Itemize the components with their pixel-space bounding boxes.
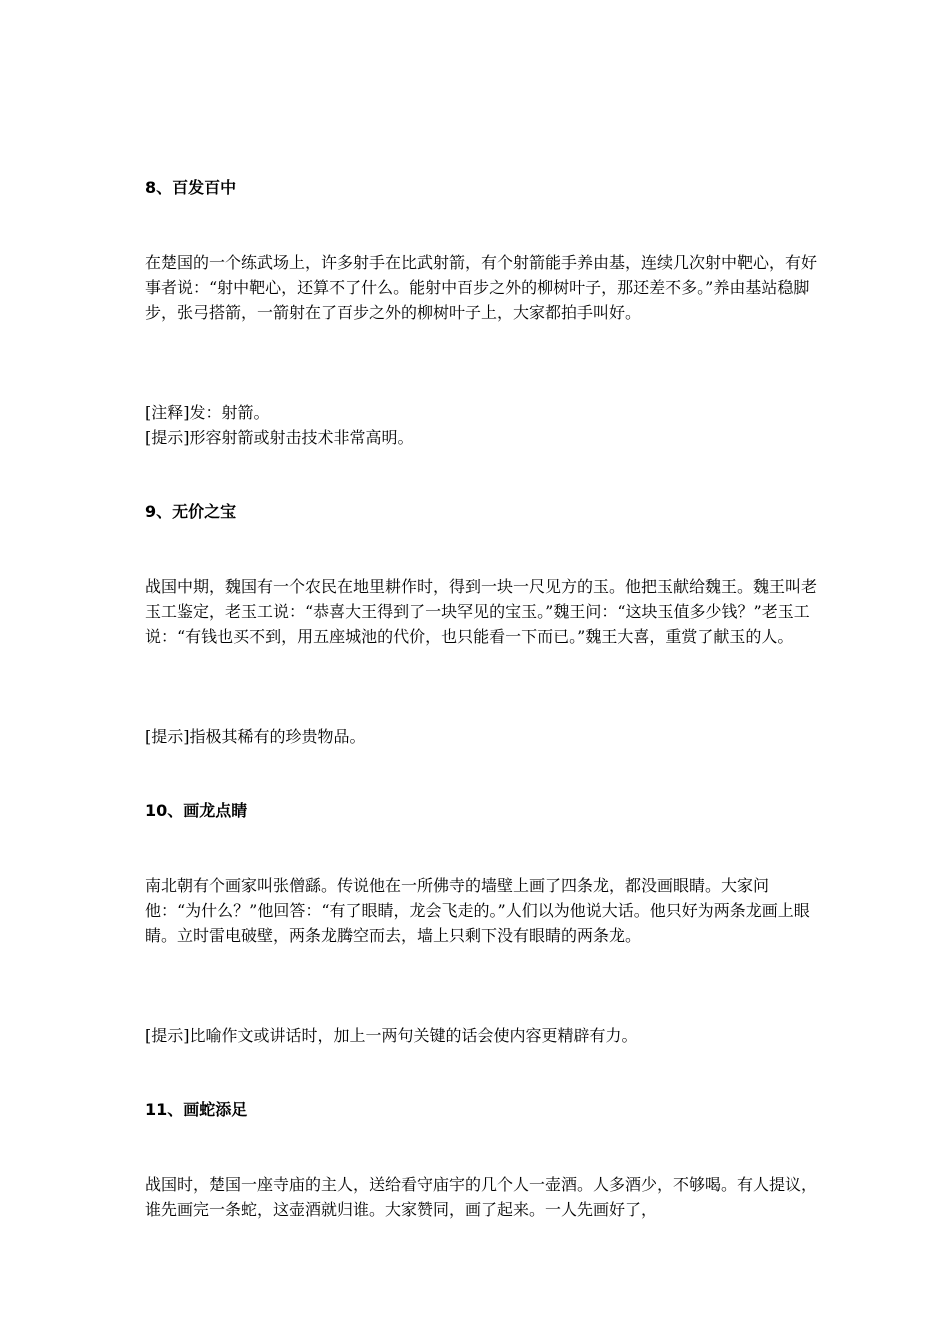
- story-paragraph: 战国中期，魏国有一个农民在地里耕作时，得到一块一尺见方的玉。他把玉献给魏王。魏王叫老玉工鉴定，老玉工说：“恭喜大王得到了一块罕见的宝玉。”魏王问：“这块玉值多少钱？”老玉工说：“有钱也买不到，用五座城池的代价，也只能看一下而已。”魏王大喜，重赏了献玉的人。: [145, 577, 818, 646]
- story-paragraph: 在楚国的一个练武场上，许多射手在比武射箭，有个射箭能手养由基，连续几次射中靶心，有好事者说：“射中靶心，还算不了什么。能射中百步之外的柳树叶子，那还差不多。”养由基站稳脚步，张弓搭箭，一箭射在了百步之外的柳树叶子上，大家都拍手叫好。: [145, 253, 818, 322]
- section-title: 11、画蛇添足: [145, 1100, 248, 1119]
- story-paragraph: 南北朝有个画家叫张僧繇。传说他在一所佛寺的墙壁上画了四条龙，都没画眼睛。大家问他：“为什么？”他回答：“有了眼睛，龙会飞走的。”人们以为他说大话。他只好为两条龙画上眼睛。立时雷电破壁，两条龙腾空而去，墙上只剩下没有眼睛的两条龙。: [145, 876, 810, 945]
- annotation-note: [注释]发：射箭。: [145, 403, 270, 422]
- story-paragraph: 战国时，楚国一座寺庙的主人，送给看守庙宇的几个人一壶酒。人多酒少，不够喝。有人提议，谁先画完一条蛇，这壶酒就归谁。大家赞同，画了起来。一人先画好了，: [145, 1175, 818, 1219]
- hint-note: [提示]形容射箭或射击技术非常高明。: [145, 428, 414, 447]
- section-title: 8、百发百中: [145, 178, 237, 197]
- section-title: 10、画龙点睛: [145, 801, 248, 820]
- hint-note: [提示]比喻作文或讲话时，加上一两句关键的话会使内容更精辟有力。: [145, 1026, 638, 1045]
- hint-note: [提示]指极其稀有的珍贵物品。: [145, 727, 366, 746]
- section-title: 9、无价之宝: [145, 502, 237, 521]
